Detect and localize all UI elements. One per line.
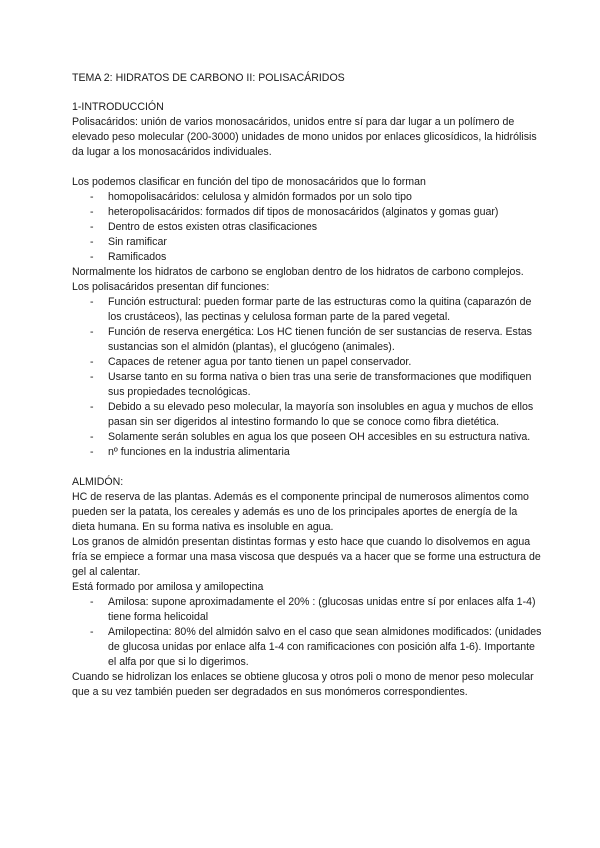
list-item: - Solamente serán solubles en agua los que poseen OH accesibles en su estructura nativa. xyxy=(72,430,542,445)
list-item: - Ramificados xyxy=(72,250,542,265)
almidon-paragraph-1: HC de reserva de las plantas. Además es el componente principal de numerosos alimentos como pueden ser la patata, los cereales y además es uno de los principales aportes de energía de la dieta humana. En su forma nativa es insoluble en agua. xyxy=(72,491,529,533)
list-item: - Debido a su elevado peso molecular, la mayoría son insolubles en agua y muchos de ellos pasan sin ser digeridos al intestino formando lo que se conoce como fibra dietética. xyxy=(72,400,542,430)
almidon-list xyxy=(72,595,542,670)
list-item: - Dentro de estos existen otras clasificaciones xyxy=(72,220,542,235)
spacer xyxy=(72,460,542,475)
document-page xyxy=(72,71,542,700)
functions-list xyxy=(72,295,542,460)
classify-list xyxy=(72,190,542,265)
list-item: - nº funciones en la industria alimentaria xyxy=(72,445,542,460)
list-item: - Sin ramificar xyxy=(72,235,542,250)
intro-heading: 1-INTRODUCCIÓN xyxy=(72,101,164,113)
list-item: - Usarse tanto en su forma nativa o bien tras una serie de transformaciones que modifiquen sus propiedades tecnológicas. xyxy=(72,370,542,400)
list-item: - Función de reserva energética: Los HC tienen función de ser sustancias de reserva. Estas sustancias son el almidón (plantas), el glucógeno (animales). xyxy=(72,325,542,355)
almidon-paragraph-3: Está formado por amilosa y amilopectina xyxy=(72,581,264,593)
intro-paragraph: Polisacáridos: unión de varios monosacáridos, unidos entre sí para dar lugar a un polímero de elevado peso molecular (200-3000) unidades de mono unidos por enlaces glicosídicos, la hidrólisis da lugar a los monosacáridos individuales. xyxy=(72,116,537,158)
almidon-paragraph-2: Los granos de almidón presentan distintas formas y esto hace que cuando lo disolvemos en agua fría se empiece a formar una masa viscosa que después va a hacer que se forme una estructura de gel al calentar. xyxy=(72,536,541,578)
spacer xyxy=(72,160,542,175)
document-title: TEMA 2: HIDRATOS DE CARBONO II: POLISACÁRIDOS xyxy=(72,72,345,84)
almidon-heading: ALMIDÓN: xyxy=(72,476,124,488)
list-item: - Amilosa: supone aproximadamente el 20% : (glucosas unidas entre sí por enlaces alfa 1-4) tiene forma helicoidal xyxy=(72,595,542,625)
classify-paragraph: Los podemos clasificar en función del tipo de monosacáridos que lo forman xyxy=(72,176,426,188)
almidon-paragraph-4: Cuando se hidrolizan los enlaces se obtiene glucosa y otros poli o mono de menor peso molecular que a su vez también pueden ser degradados en sus monómeros correspondientes. xyxy=(72,671,534,698)
list-item: - Función estructural: pueden formar parte de las estructuras como la quitina (caparazón de los crustáceos), las pectinas y celulosa forman parte de la pared vegetal. xyxy=(72,295,542,325)
list-item: - Amilopectina: 80% del almidón salvo en el caso que sean almidones modificados: (unidades de glucosa unidas por enlace alfa 1-4 con ramificaciones con posición alfa 1-6). Importante el alfa por que si lo digerimos. xyxy=(72,625,542,670)
list-item: - Capaces de retener agua por tanto tienen un papel conservador. xyxy=(72,355,542,370)
list-item: - homopolisacáridos: celulosa y almidón formados por un solo tipo xyxy=(72,190,542,205)
list-item: - heteropolisacáridos: formados dif tipos de monosacáridos (alginatos y gomas guar) xyxy=(72,205,542,220)
normal-paragraph: Normalmente los hidratos de carbono se engloban dentro de los hidratos de carbono complejos. Los polisacáridos presentan dif funciones: xyxy=(72,266,524,293)
